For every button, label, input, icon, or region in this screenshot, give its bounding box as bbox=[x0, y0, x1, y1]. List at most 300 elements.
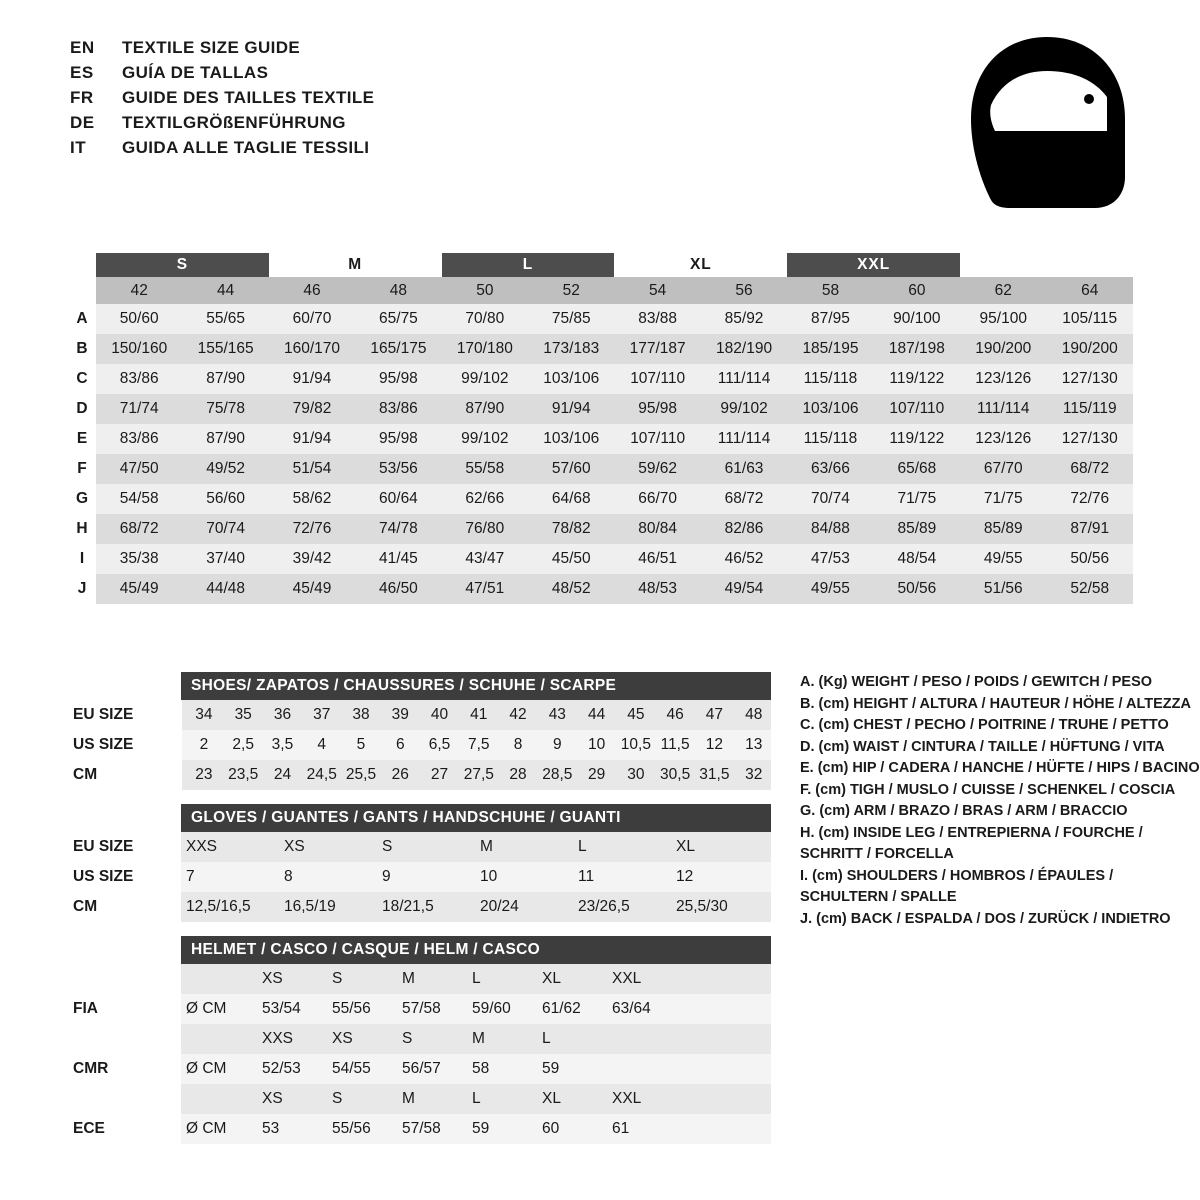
size-number: 64 bbox=[1046, 277, 1133, 304]
cell: 115/118 bbox=[787, 424, 873, 454]
size-header: XXL bbox=[607, 964, 771, 994]
cell: 45/49 bbox=[269, 574, 355, 604]
cell: 68/72 bbox=[96, 514, 182, 544]
cell: 58/62 bbox=[269, 484, 355, 514]
language-title: GUIDE DES TAILLES TEXTILE bbox=[122, 88, 375, 107]
language-row bbox=[70, 113, 770, 138]
cell: 87/90 bbox=[182, 424, 268, 454]
cell: 185/195 bbox=[787, 334, 873, 364]
cell: 173/183 bbox=[528, 334, 614, 364]
cell: 71/74 bbox=[96, 394, 182, 424]
row-label: CM bbox=[68, 892, 181, 922]
helmet-section-title: HELMET / CASCO / CASQUE / HELM / CASCO bbox=[181, 936, 771, 964]
cell: 95/98 bbox=[355, 364, 441, 394]
table-row bbox=[68, 832, 771, 862]
language-row bbox=[70, 63, 770, 88]
legend-line: J. (cm) BACK / ESPALDA / DOS / ZURÜCK / INDIETRO bbox=[800, 910, 1171, 927]
size-header: L bbox=[537, 1024, 607, 1054]
cell: XL bbox=[671, 832, 771, 862]
group-cell-xxl: XXL bbox=[787, 253, 960, 277]
size-number: 54 bbox=[614, 277, 700, 304]
language-title: GUIDA ALLE TAGLIE TESSILI bbox=[122, 138, 370, 157]
size-header: XS bbox=[257, 1084, 327, 1114]
language-code: DE bbox=[70, 113, 95, 132]
cell: 64/68 bbox=[528, 484, 614, 514]
cell: 27 bbox=[417, 760, 456, 790]
cell: 79/82 bbox=[269, 394, 355, 424]
legend-line: I. (cm) SHOULDERS / HOMBROS / ÉPAULES / bbox=[800, 867, 1114, 884]
helmet-icon bbox=[955, 35, 1140, 210]
cell: 31,5 bbox=[692, 760, 731, 790]
cell: 24 bbox=[260, 760, 299, 790]
cell: 123/126 bbox=[960, 364, 1046, 394]
cell: 55/56 bbox=[327, 1114, 397, 1144]
cell: 54/55 bbox=[327, 1054, 397, 1084]
size-number: 50 bbox=[442, 277, 528, 304]
cell: 55/58 bbox=[442, 454, 528, 484]
group-cell-l: L bbox=[442, 253, 615, 277]
measure-key: H bbox=[68, 514, 96, 544]
cell: 49/55 bbox=[787, 574, 873, 604]
size-header: S bbox=[327, 964, 397, 994]
cell: M bbox=[475, 832, 573, 862]
cell: 10 bbox=[574, 730, 613, 760]
cell: 55/56 bbox=[327, 994, 397, 1024]
row-label: CM bbox=[68, 760, 182, 790]
cell: 91/94 bbox=[269, 364, 355, 394]
cell: 62/66 bbox=[442, 484, 528, 514]
table-row bbox=[68, 1084, 771, 1114]
size-header: M bbox=[467, 1024, 537, 1054]
cell: 83/86 bbox=[355, 394, 441, 424]
size-number-row bbox=[68, 277, 1133, 304]
table-row bbox=[68, 454, 1133, 484]
language-code: EN bbox=[70, 38, 95, 57]
cell: 115/119 bbox=[1046, 394, 1133, 424]
cell: 87/95 bbox=[787, 304, 873, 334]
cell: 23 bbox=[182, 760, 221, 790]
cell: 24,5 bbox=[300, 760, 339, 790]
gloves-table bbox=[68, 832, 771, 922]
row-label: EU SIZE bbox=[68, 700, 182, 730]
size-header: XS bbox=[257, 964, 327, 994]
table-row bbox=[68, 514, 1133, 544]
cell: 25,5/30 bbox=[671, 892, 771, 922]
cell: 53/56 bbox=[355, 454, 441, 484]
language-row bbox=[70, 88, 770, 113]
cell: 4 bbox=[300, 730, 339, 760]
cell: 85/89 bbox=[874, 514, 960, 544]
cell: 103/106 bbox=[787, 394, 873, 424]
cell: 177/187 bbox=[614, 334, 700, 364]
cell: 51/56 bbox=[960, 574, 1046, 604]
cell: 119/122 bbox=[874, 364, 960, 394]
shoes-table bbox=[68, 700, 771, 790]
cell: 65/68 bbox=[874, 454, 960, 484]
cell: 160/170 bbox=[269, 334, 355, 364]
cell: 41/45 bbox=[355, 544, 441, 574]
table-row bbox=[68, 544, 1133, 574]
cell: 75/78 bbox=[182, 394, 268, 424]
cell: 3,5 bbox=[260, 730, 299, 760]
cell: 38 bbox=[339, 700, 378, 730]
cell: 47/50 bbox=[96, 454, 182, 484]
cell: 103/106 bbox=[528, 424, 614, 454]
cell: 29 bbox=[574, 760, 613, 790]
cell: 155/165 bbox=[182, 334, 268, 364]
cell: 45 bbox=[614, 700, 653, 730]
cell: 72/76 bbox=[269, 514, 355, 544]
cell: 170/180 bbox=[442, 334, 528, 364]
cell: 84/88 bbox=[787, 514, 873, 544]
table-row bbox=[68, 334, 1133, 364]
measure-key: B bbox=[68, 334, 96, 364]
cell: 45/50 bbox=[528, 544, 614, 574]
cell: 12 bbox=[671, 862, 771, 892]
cell: 10,5 bbox=[614, 730, 653, 760]
cell: 48 bbox=[732, 700, 771, 730]
size-header: L bbox=[467, 1084, 537, 1114]
cell: 2 bbox=[182, 730, 221, 760]
cell: 56/57 bbox=[397, 1054, 467, 1084]
group-cell-m: M bbox=[348, 256, 363, 273]
cell: 25,5 bbox=[339, 760, 378, 790]
cell: XS bbox=[279, 832, 377, 862]
cell: 57/58 bbox=[397, 994, 467, 1024]
cell: 82/86 bbox=[701, 514, 787, 544]
cell: 8 bbox=[496, 730, 535, 760]
cell: 47/53 bbox=[787, 544, 873, 574]
cell: 87/90 bbox=[182, 364, 268, 394]
cell: 65/75 bbox=[355, 304, 441, 334]
cell-empty bbox=[181, 1024, 257, 1054]
cell: 70/80 bbox=[442, 304, 528, 334]
size-number: 62 bbox=[960, 277, 1046, 304]
legend-line: D. (cm) WAIST / CINTURA / TAILLE / HÜFTUNG / VITA bbox=[800, 738, 1165, 755]
size-header: XXS bbox=[257, 1024, 327, 1054]
size-header: XXL bbox=[607, 1084, 771, 1114]
cell: 91/94 bbox=[269, 424, 355, 454]
cell: 111/114 bbox=[701, 364, 787, 394]
size-header: S bbox=[397, 1024, 467, 1054]
cell: 43/47 bbox=[442, 544, 528, 574]
cell: 37/40 bbox=[182, 544, 268, 574]
language-code: FR bbox=[70, 88, 94, 107]
cell: 53 bbox=[257, 1114, 327, 1144]
language-row bbox=[70, 138, 770, 163]
cell: 76/80 bbox=[442, 514, 528, 544]
cell-empty bbox=[181, 1084, 257, 1114]
cell: 72/76 bbox=[1046, 484, 1133, 514]
size-number: 52 bbox=[528, 277, 614, 304]
cell: 30,5 bbox=[653, 760, 692, 790]
measure-key: G bbox=[68, 484, 96, 514]
cell: 10 bbox=[475, 862, 573, 892]
cell: 50/60 bbox=[96, 304, 182, 334]
size-number: 56 bbox=[701, 277, 787, 304]
cell: 59/62 bbox=[614, 454, 700, 484]
table-row bbox=[68, 862, 771, 892]
row-label: ECE bbox=[68, 1114, 181, 1144]
table-row bbox=[68, 1114, 771, 1144]
table-row bbox=[68, 424, 1133, 454]
language-row bbox=[70, 38, 770, 63]
cell: 66/70 bbox=[614, 484, 700, 514]
cell: 59 bbox=[467, 1114, 537, 1144]
language-title: GUÍA DE TALLAS bbox=[122, 63, 269, 82]
measure-key: I bbox=[68, 544, 96, 574]
cell: 43 bbox=[535, 700, 574, 730]
cell: 18/21,5 bbox=[377, 892, 475, 922]
cell: 115/118 bbox=[787, 364, 873, 394]
size-number: 58 bbox=[787, 277, 873, 304]
cell: 28 bbox=[496, 760, 535, 790]
size-header: M bbox=[397, 964, 467, 994]
cell: 187/198 bbox=[874, 334, 960, 364]
size-header: XL bbox=[537, 964, 607, 994]
size-header: S bbox=[327, 1084, 397, 1114]
cell: 52/58 bbox=[1046, 574, 1133, 604]
cell: 51/54 bbox=[269, 454, 355, 484]
cell: 8 bbox=[279, 862, 377, 892]
cell: S bbox=[377, 832, 475, 862]
cell-empty bbox=[181, 964, 257, 994]
cell: 99/102 bbox=[701, 394, 787, 424]
cell: 107/110 bbox=[874, 394, 960, 424]
cell: 99/102 bbox=[442, 424, 528, 454]
cell: 107/110 bbox=[614, 364, 700, 394]
legend-line: G. (cm) ARM / BRAZO / BRAS / ARM / BRACCIO bbox=[800, 803, 1128, 819]
cell: 57/60 bbox=[528, 454, 614, 484]
cell: 95/98 bbox=[355, 424, 441, 454]
row-label: FIA bbox=[68, 994, 181, 1024]
helmet-table bbox=[68, 964, 771, 1144]
cell: 111/114 bbox=[701, 424, 787, 454]
cell: 49/55 bbox=[960, 544, 1046, 574]
cell: 58 bbox=[467, 1054, 537, 1084]
measure-key: J bbox=[68, 574, 96, 604]
group-cell-empty bbox=[68, 253, 96, 277]
cell: 44 bbox=[574, 700, 613, 730]
cell: 68/72 bbox=[1046, 454, 1133, 484]
cell: 13 bbox=[732, 730, 771, 760]
cell: 75/85 bbox=[528, 304, 614, 334]
cell: 41 bbox=[457, 700, 496, 730]
cell: 27,5 bbox=[457, 760, 496, 790]
size-group-row bbox=[68, 253, 1133, 277]
cell: 67/70 bbox=[960, 454, 1046, 484]
size-header: XS bbox=[327, 1024, 397, 1054]
cell: 35/38 bbox=[96, 544, 182, 574]
cell: 63/64 bbox=[607, 994, 771, 1024]
cell: L bbox=[573, 832, 671, 862]
table-row bbox=[68, 700, 771, 730]
size-number: 48 bbox=[355, 277, 441, 304]
unit-label: Ø CM bbox=[181, 994, 257, 1024]
cell: 165/175 bbox=[355, 334, 441, 364]
size-header: L bbox=[467, 964, 537, 994]
cell: 68/72 bbox=[701, 484, 787, 514]
legend-line: C. (cm) CHEST / PECHO / POITRINE / TRUHE / PETTO bbox=[800, 717, 1169, 733]
cell: 90/100 bbox=[874, 304, 960, 334]
cell-empty bbox=[607, 1054, 771, 1084]
cell: 12,5/16,5 bbox=[181, 892, 279, 922]
row-label-empty bbox=[68, 277, 96, 304]
cell: 48/54 bbox=[874, 544, 960, 574]
cell: 83/86 bbox=[96, 424, 182, 454]
cell: 80/84 bbox=[614, 514, 700, 544]
table-row bbox=[68, 1054, 771, 1084]
cell: 28,5 bbox=[535, 760, 574, 790]
cell: 39 bbox=[378, 700, 417, 730]
row-label: US SIZE bbox=[68, 730, 182, 760]
table-row bbox=[68, 964, 771, 994]
gloves-section-title: GLOVES / GUANTES / GANTS / HANDSCHUHE / GUANTI bbox=[181, 804, 771, 832]
measure-key: F bbox=[68, 454, 96, 484]
table-row bbox=[68, 760, 771, 790]
table-row bbox=[68, 994, 771, 1024]
cell: 61 bbox=[607, 1114, 771, 1144]
cell: 127/130 bbox=[1046, 364, 1133, 394]
cell: 190/200 bbox=[1046, 334, 1133, 364]
cell: 63/66 bbox=[787, 454, 873, 484]
table-row bbox=[68, 394, 1133, 424]
lower-sections bbox=[68, 672, 780, 1144]
cell: 56/60 bbox=[182, 484, 268, 514]
legend-line: B. (cm) HEIGHT / ALTURA / HAUTEUR / HÖHE / ALTEZZA bbox=[800, 695, 1191, 712]
table-row bbox=[68, 304, 1133, 334]
measure-key: C bbox=[68, 364, 96, 394]
language-title: TEXTILGRÖßENFÜHRUNG bbox=[122, 113, 346, 132]
cell: 9 bbox=[535, 730, 574, 760]
cell: 46 bbox=[653, 700, 692, 730]
shoes-section-title: SHOES/ ZAPATOS / CHAUSSURES / SCHUHE / SCARPE bbox=[181, 672, 771, 700]
cell: 60/64 bbox=[355, 484, 441, 514]
size-number: 44 bbox=[182, 277, 268, 304]
language-code: ES bbox=[70, 63, 94, 82]
cell: 45/49 bbox=[96, 574, 182, 604]
language-title: TEXTILE SIZE GUIDE bbox=[122, 38, 301, 57]
table-row bbox=[68, 1024, 771, 1054]
cell: 11 bbox=[573, 862, 671, 892]
cell: 111/114 bbox=[960, 394, 1046, 424]
cell: 2,5 bbox=[221, 730, 260, 760]
row-label-empty bbox=[68, 1024, 181, 1054]
table-row bbox=[68, 364, 1133, 394]
cell: 11,5 bbox=[653, 730, 692, 760]
size-number: 42 bbox=[96, 277, 182, 304]
cell: 60/70 bbox=[269, 304, 355, 334]
cell: 46/51 bbox=[614, 544, 700, 574]
cell: 53/54 bbox=[257, 994, 327, 1024]
cell: 35 bbox=[221, 700, 260, 730]
cell: 119/122 bbox=[874, 424, 960, 454]
cell: 47 bbox=[692, 700, 731, 730]
cell: 83/86 bbox=[96, 364, 182, 394]
cell: 59 bbox=[537, 1054, 607, 1084]
cell: 44/48 bbox=[182, 574, 268, 604]
size-number: 60 bbox=[874, 277, 960, 304]
measure-key: D bbox=[68, 394, 96, 424]
cell: 7 bbox=[181, 862, 279, 892]
legend-line: H. (cm) INSIDE LEG / ENTREPIERNA / FOURCHE / bbox=[800, 824, 1143, 841]
cell: 36 bbox=[260, 700, 299, 730]
cell: 26 bbox=[378, 760, 417, 790]
cell: 47/51 bbox=[442, 574, 528, 604]
group-cell-xl: XL bbox=[689, 256, 712, 273]
measurement-legend bbox=[800, 672, 1200, 930]
cell: 30 bbox=[614, 760, 653, 790]
cell: 70/74 bbox=[787, 484, 873, 514]
cell: 48/52 bbox=[528, 574, 614, 604]
row-label-empty bbox=[68, 1084, 181, 1114]
header-language-list bbox=[70, 38, 770, 163]
cell: 71/75 bbox=[960, 484, 1046, 514]
cell: 107/110 bbox=[614, 424, 700, 454]
cell: 105/115 bbox=[1046, 304, 1133, 334]
table-row bbox=[68, 730, 771, 760]
cell: 150/160 bbox=[96, 334, 182, 364]
cell: 61/62 bbox=[537, 994, 607, 1024]
size-header: XL bbox=[537, 1084, 607, 1114]
cell: 50/56 bbox=[874, 574, 960, 604]
cell: 123/126 bbox=[960, 424, 1046, 454]
cell: 74/78 bbox=[355, 514, 441, 544]
cell: 9 bbox=[377, 862, 475, 892]
cell: 70/74 bbox=[182, 514, 268, 544]
cell: 40 bbox=[417, 700, 456, 730]
cell: 87/90 bbox=[442, 394, 528, 424]
cell: 7,5 bbox=[457, 730, 496, 760]
cell: 46/52 bbox=[701, 544, 787, 574]
cell: 87/91 bbox=[1046, 514, 1133, 544]
measure-key: E bbox=[68, 424, 96, 454]
cell: 37 bbox=[300, 700, 339, 730]
textile-size-table bbox=[68, 253, 1133, 604]
cell: 103/106 bbox=[528, 364, 614, 394]
cell-empty bbox=[607, 1024, 771, 1054]
cell: 23,5 bbox=[221, 760, 260, 790]
legend-line: SCHULTERN / SPALLE bbox=[800, 889, 957, 905]
group-cell-s: S bbox=[96, 253, 269, 277]
cell: 49/52 bbox=[182, 454, 268, 484]
cell: 83/88 bbox=[614, 304, 700, 334]
cell: 190/200 bbox=[960, 334, 1046, 364]
cell: 182/190 bbox=[701, 334, 787, 364]
cell: 39/42 bbox=[269, 544, 355, 574]
cell: 95/100 bbox=[960, 304, 1046, 334]
cell: 16,5/19 bbox=[279, 892, 377, 922]
cell: 23/26,5 bbox=[573, 892, 671, 922]
cell: 46/50 bbox=[355, 574, 441, 604]
legend-line: A. (Kg) WEIGHT / PESO / POIDS / GEWITCH / PESO bbox=[800, 674, 1153, 690]
cell: 60 bbox=[537, 1114, 607, 1144]
cell: 85/89 bbox=[960, 514, 1046, 544]
cell: 6 bbox=[378, 730, 417, 760]
cell: 49/54 bbox=[701, 574, 787, 604]
cell: 127/130 bbox=[1046, 424, 1133, 454]
size-header: M bbox=[397, 1084, 467, 1114]
cell: 52/53 bbox=[257, 1054, 327, 1084]
cell: 99/102 bbox=[442, 364, 528, 394]
language-code: IT bbox=[70, 138, 87, 157]
cell: 54/58 bbox=[96, 484, 182, 514]
cell: 32 bbox=[732, 760, 771, 790]
row-label-empty bbox=[68, 964, 181, 994]
cell: 34 bbox=[182, 700, 221, 730]
row-label: CMR bbox=[68, 1054, 181, 1084]
cell: 6,5 bbox=[417, 730, 456, 760]
